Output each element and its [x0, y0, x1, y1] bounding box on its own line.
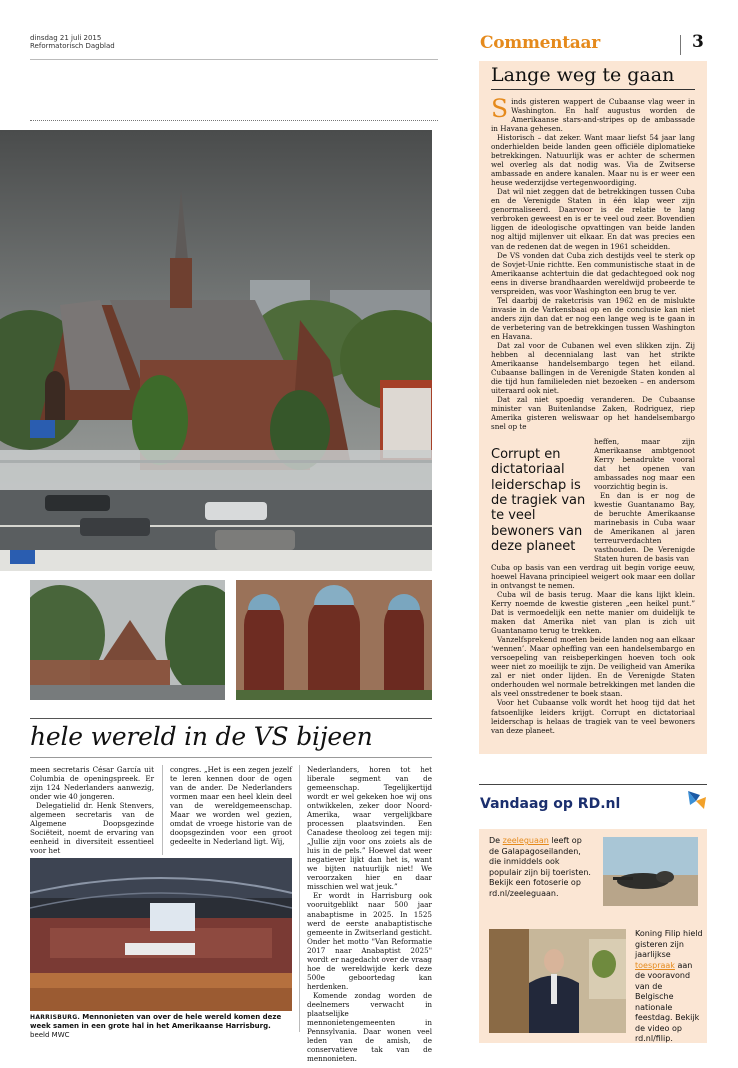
commentary-body-top — [491, 94, 695, 432]
headline-underline — [30, 757, 432, 758]
commentary-body-bottom — [491, 563, 695, 735]
dateline — [30, 34, 115, 50]
rd-title: Vandaag op RD.nl — [480, 796, 621, 812]
commentary-paragraph: Voor het Cubaanse volk wordt het hoog tijd dat het fatsoenlijke leiders krijgt. Corrupt en dictatoriaal leiderschap is helaas de tragiek van te veel bewoners van deze planeet. — [491, 698, 695, 735]
commentary-paragraph: En dan is er nog de kwestie Guantanamo Bay, de beruchte Amerikaanse marinebasis in Cuba waar de Amerikanen al jaren terreurverdachten vasthouden. De Verenigde Staten huren de basis van — [594, 491, 695, 564]
promo-iguana-text — [489, 836, 593, 899]
article-paragraph: Delegatielid dr. Henk Stenvers, algemeen secretaris van de Algemene Doopsgezinde Sociëteit, noemt de ervaring van eenheid in diversiteit essentieel voor het — [30, 801, 154, 856]
pull-quote: Corrupt en dictatoriaal leiderschap is de tragiek van te veel bewoners van deze planeet — [491, 447, 586, 554]
commentary-paragraph: Dat zal voor de Cubanen wel even slikken zijn. Zij hebben al decennialang last van het strikte Amerikaanse handelsembargo tegen het eiland. Cubaanse ballingen in de Verenigde Staten konden al die tijd hun familieleden niet bezoeken – en andersom uiteraard ook niet. — [491, 340, 695, 395]
promo-king-text — [635, 929, 703, 1045]
church-photo — [0, 130, 432, 571]
header-rule — [30, 59, 438, 60]
dotted-divider — [30, 120, 438, 121]
commentary-lead: inds gisteren wappert de Cubaanse vlag weer in Washington. En half augustus worden de Amerikaanse stars-and-stripes op de ambassade in Havana gehesen. — [491, 97, 695, 134]
caption-place: HARRISBURG. — [30, 1014, 81, 1021]
commentary-paragraph: Cuba wil de basis terug. Maar die kans lijkt klein. Kerry noemde de kwestie gisteren „een heikel punt.” Dat is vermoedelijk een nette manier om duidelijk te maken dat Amerika niet van plan is zich uit Guantanamo terug te trekken. — [491, 590, 695, 636]
commentary-paragraph: Dat wil niet zeggen dat de betrekkingen tussen Cuba en de Verenigde Staten in één klap weer zijn genormaliseerd. Daarvoor is de relatie te lang verbroken geweest en is er te veel oud zeer. Bovendien liggen de ideologische opvattingen van beide landen nog altijd mijlenver uit elkaar. En dat was precies een van de redenen dat de wegen in 1961 scheidden. — [491, 187, 695, 251]
commentary-paragraph: Vanzelfsprekend moeten beide landen nog aan elkaar ‘wennen’. Maar opheffing van een handelsembargo en versoepeling van reisbeperkingen hoeven toch ook weer niet zo moeilijk te zijn. De veiligheid van Amerika zal er niet onder lijden. En de Verenigde Staten onderhouden wel normale betrekkingen met landen die als veel onsstredener te boek staan. — [491, 635, 695, 699]
king-filip-photo[interactable] — [489, 929, 626, 1033]
rd-rule — [479, 784, 707, 785]
date: dinsdag 21 juli 2015 — [30, 34, 102, 42]
commentary-paragraph: Dat zal niet spoedig veranderen. De Cubaanse minister van Buitenlandse Zaken, Rodriguez, riep Amerika gisteren weliswaar op het handelsembargo snel op te — [491, 395, 695, 432]
iguana-photo[interactable] — [603, 837, 698, 906]
commentary-title: Lange weg te gaan — [491, 64, 675, 86]
caption-text: Mennonieten van over de hele wereld komen deze week samen in een grote hal in het Amerikaanse Harrisburg. — [30, 1013, 282, 1031]
article-paragraph: meen secretaris César García uit Columbia de openingspreek. Er zijn 124 Nederlanders aanwezig, onder wie 40 jongeren. — [30, 765, 154, 802]
church-exterior-photo — [30, 580, 225, 700]
article-paragraph: congres. „Het is een zegen jezelf te leren kennen door de ogen van de ander. De Nederlanders vormen maar een heel klein deel van de wereldgemeenschap. Maar we worden wel gezien, omdat de vroege historie van de doopsgezinden voor een groot gedeelte in Nederland ligt. Wij, — [170, 765, 292, 847]
page-number: 3 — [692, 32, 704, 52]
article-paragraph: Nederlanders, horen tot het liberale segment van de gemeenschap. Tegelijkertijd wordt er wel gekeken hoe wij ons ontwikkelen, zeker door Noord-Amerika, waar vergelijkbare processen plaatsvinden. Een Canadese theoloog zei tegen mij: „Jullie zijn voor ons zoiets als de luis in de pels.” Hoewel dat weer negatiever lijkt dan het is, want we bijten natuurlijk niet! We veroorzaken hier en daar misschien wel wat jeuk.” — [307, 765, 432, 892]
article-column-3 — [307, 765, 432, 1063]
commentary-body-side — [594, 437, 695, 563]
promo-text: leeft op de Galapagoseilanden, die inmiddels ook populair zijn bij toeristen. Bekijk een fotoserie op rd.nl/zeeleguaan. — [489, 836, 591, 898]
commentary-paragraph: Cuba op basis van een verdrag uit begin vorige eeuw, hoewel Havana principieel weigert ook maar een dollar in ontvangst te nemen. — [491, 563, 695, 591]
article-column-2 — [170, 765, 292, 846]
column-divider — [299, 765, 300, 1032]
promo-text: aan de vooravond van de Belgische nationale feestdag. Bekijk de video op rd.nl/filip. — [635, 960, 700, 1044]
rd-promo-box — [479, 829, 707, 1043]
column-divider — [162, 765, 163, 855]
commentary-paragraph: heffen, maar zijn Amerikaanse ambtgenoot Kerry benadrukte vooral dat het openen van ambassades nog maar een voorzichtig begin is. — [594, 437, 695, 492]
article-column-1 — [30, 765, 154, 855]
article-paragraph: Komende zondag worden de deelnemers verwacht in plaatselijke mennonietengemeenten in Pennsylvania. Daar wonen veel leden van de amish, de conservatieve tak van de mennonieten. — [307, 990, 432, 1063]
promo-text: Koning Filip hield gisteren zijn jaarlijkse — [635, 929, 703, 960]
article-headline: hele wereld in de VS bijeen — [30, 722, 373, 751]
drop-cap: S — [491, 94, 509, 123]
church-doors-photo — [236, 580, 432, 700]
caption-credit: beeld MWC — [30, 1031, 70, 1040]
zeeleguaan-link[interactable]: zeeleguaan — [502, 836, 549, 845]
paper-name: Reformatorisch Dagblad — [30, 42, 115, 51]
section-title: Commentaar — [480, 33, 600, 53]
commentary-paragraph: Tel daarbij de raketcrisis van 1962 en de mislukte invasie in de Varkensbaai op en de conclusie kan niet anders zijn dan dat er nog een lange weg is te gaan in de verbetering van de betrekkingen tussen Washington en Havana. — [491, 295, 695, 341]
headline-rule — [30, 718, 432, 719]
commentary-box — [479, 61, 707, 754]
article-paragraph: Er wordt in Harrisburg ook vooruitgeblikt naar 500 jaar anabaptisme in 2025. In 1525 werd de eerste anabaptistische gemeente in Zwitserland gesticht. Onder het motto "Van Reformatie 2017 naar Anabaptist 2025" wordt er nagedacht over de vraag hoe de wereldwijde kerk deze 500e geboortedag kan herdenken. — [307, 891, 432, 991]
promo-text: De — [489, 836, 503, 845]
commentary-paragraph: Historisch – dat zeker. Want maar liefst 54 jaar lang onderhielden beide landen geen officiële diplomatieke betrekkingen. Natuurlijk was er achter de schermen wel overleg als dat nodig was. Via de Zwitserse ambassade en andere kanalen. Maar nu is er weer een heuse wederzijdse vertegenwoordiging. — [491, 133, 695, 188]
toespraak-link[interactable]: toespraak — [635, 960, 675, 970]
header-divider — [680, 35, 681, 55]
commentary-title-rule — [491, 89, 695, 90]
rd-logo-icon — [686, 789, 708, 811]
convention-hall-photo — [30, 858, 292, 1011]
photo-caption — [30, 1013, 292, 1040]
commentary-paragraph: De VS vonden dat Cuba zich destijds veel te sterk op de Sovjet-Unie richtte. Een communistische staat in de Amerikaanse achtertuin die dat gedachtegoed ook nog eens in diverse brandhaarden wereldwijd probeerde te verspreiden, was voor Washington een brug te ver. — [491, 250, 695, 296]
